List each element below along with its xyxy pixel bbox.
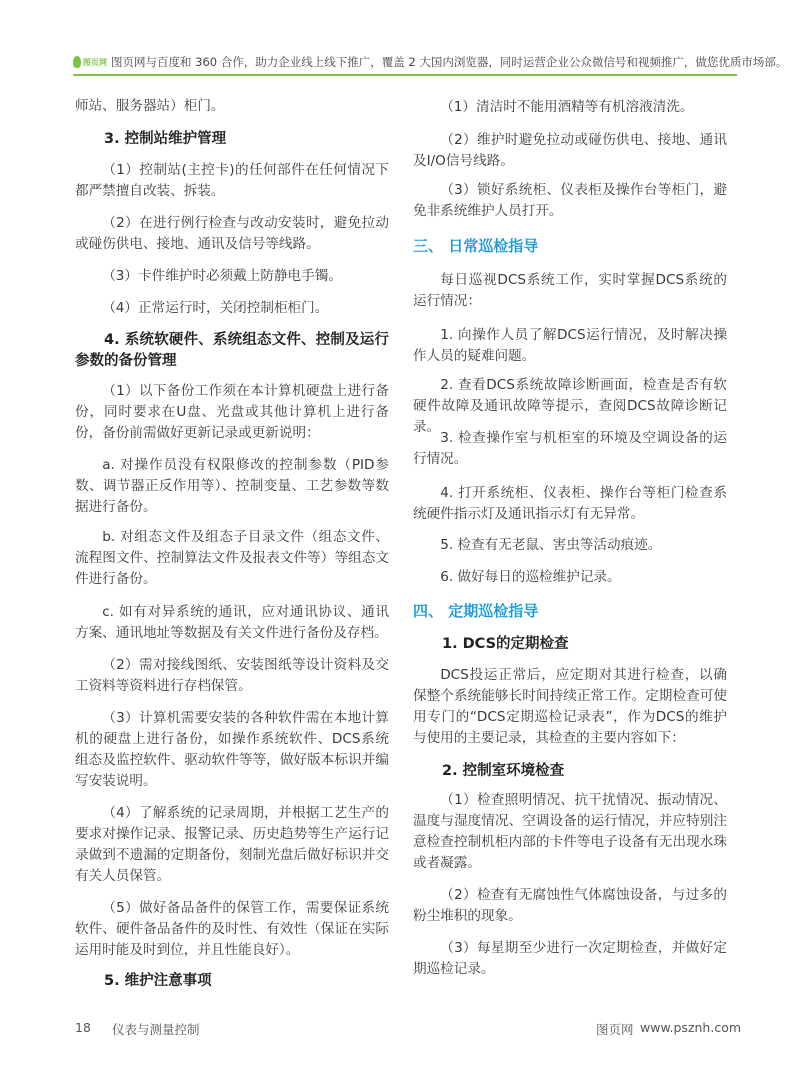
leaf-icon [73, 56, 81, 68]
paragraph: 每日巡视DCS系统工作，实时掌握DCS系统的运行情况： [413, 272, 727, 309]
paragraph: （2）在进行例行检查与改动安装时，避免拉动或碰伤供电、接地、通讯及信号等线路。 [75, 215, 389, 252]
paragraph: 4. 打开系统柜、仪表柜、操作台等柜门检查系统硬件指示灯及通讯指示灯有无异常。 [413, 485, 727, 522]
section-heading: 1. DCS的定期检查 [442, 636, 569, 652]
paragraph: （4）了解系统的记录周期，并根据工艺生产的要求对操作记录、报警记录、历史趋势等生产运行记录做到不遗漏的定期备份，刻制光盘后做好标识并交有关人员保管。 [75, 805, 389, 884]
paragraph: b. 对组态文件及组态子目录文件（组态文件、流程图文件、控制算法文件及报表文件等）等组态文件进行备份。 [75, 529, 389, 587]
paragraph: （1）控制站(主控卡)的任何部件在任何情况下都严禁擅自改装、拆装。 [75, 162, 389, 199]
section-heading: 3. 控制站维护管理 [104, 131, 227, 147]
paragraph: 1. 向操作人员了解DCS运行情况，及时解决操作人员的疑难问题。 [413, 327, 727, 364]
logo-text: 图页网 [83, 57, 107, 67]
paragraph: （1）检查照明情况、抗干扰情况、振动情况、温度与湿度情况、空调设备的运行情况，并应特别注意检查控制机柜内部的卡件等电子设备有无出现水珠或者凝露。 [413, 792, 727, 871]
paragraph: 3. 检查操作室与机柜室的环境及空调设备的运行情况。 [413, 430, 727, 467]
paragraph: 师站、服务器站）柜门。 [75, 98, 225, 114]
section-heading: 5. 维护注意事项 [104, 973, 212, 989]
paragraph: （2）维护时避免拉动或碰伤供电、接地、通讯及I/O信号线路。 [413, 132, 727, 169]
section-heading: 2. 控制室环境检查 [442, 763, 565, 779]
journal-name: 仪表与测量控制 [112, 1022, 200, 1037]
paragraph: （3）卡件维护时必须戴上防静电手镯。 [102, 268, 342, 284]
paragraph: （3）锁好系统柜、仪表柜及操作台等柜门，避免非系统维护人员打开。 [413, 182, 727, 219]
paragraph: （3）每星期至少进行一次定期检查，并做好定期巡检记录。 [413, 940, 727, 977]
paragraph: 5. 检查有无老鼠、害虫等活动痕迹。 [440, 537, 662, 553]
paragraph: （1）清洁时不能用酒精等有机溶液清洗。 [440, 99, 694, 115]
chapter-heading: 三、 日常巡检指导 [413, 237, 539, 255]
paragraph: （3）计算机需要安装的各种软件需在本地计算机的硬盘上进行备份，如操作系统软件、DCS系统组态及监控软件、驱动软件等等，做好版本标识并编写安装说明。 [75, 710, 389, 789]
page-number: 18 [75, 1020, 91, 1035]
chapter-heading: 四、 定期巡检指导 [413, 602, 539, 620]
site-url: www.psznh.com [640, 1020, 742, 1035]
paragraph: DCS投运正常后，应定期对其进行检查，以确保整个系统能够长时间持续正常工作。定期检查可使用专门的“DCS定期巡检记录表”，作为DCS的维护与使用的主要记录，其检查的主要内容如下： [413, 667, 727, 746]
paragraph: （4）正常运行时，关闭控制柜柜门。 [102, 300, 329, 316]
site-logo [73, 56, 107, 68]
section-heading: 4. 系统软硬件、系统组态文件、控制及运行参数的备份管理 [75, 332, 389, 369]
paragraph: （2）检查有无腐蚀性气体腐蚀设备，与过多的粉尘堆积的现象。 [413, 887, 727, 924]
header-divider [73, 74, 737, 76]
paragraph: 6. 做好每日的巡检维护记录。 [440, 569, 621, 585]
paragraph: （2）需对接线图纸、安装图纸等设计资料及交工资料等资料进行存档保管。 [75, 657, 389, 694]
paragraph: 2. 查看DCS系统故障诊断画面，检查是否有软硬件故障及通讯故障等提示，查阅DCS故障诊断记录。 [413, 377, 727, 435]
banner-text: 图页网与百度和 360 合作，助力企业线上线下推广，覆盖 2 大国内浏览器，同时运营企业公众微信号和视频推广，做您优质市场部。 [111, 55, 788, 69]
paragraph: （1）以下备份工作须在本计算机硬盘上进行备份，同时要求在U盘、光盘或其他计算机上进行备份，备份前需做好更新记录或更新说明： [75, 383, 389, 441]
site-name: 图页网 [596, 1022, 634, 1037]
paragraph: a. 对操作员没有权限修改的控制参数（PID参数、调节器正反作用等）、控制变量、工艺参数等数据进行备份。 [75, 457, 389, 515]
paragraph: （5）做好备品备件的保管工作，需要保证系统软件、硬件备品备件的及时性、有效性（保证在实际运用时能及时到位，并且性能良好）。 [75, 900, 389, 958]
paragraph: c. 如有对异系统的通讯，应对通讯协议、通讯方案、通讯地址等数据及有关文件进行备份及存档。 [75, 604, 389, 641]
header-banner [73, 52, 788, 72]
